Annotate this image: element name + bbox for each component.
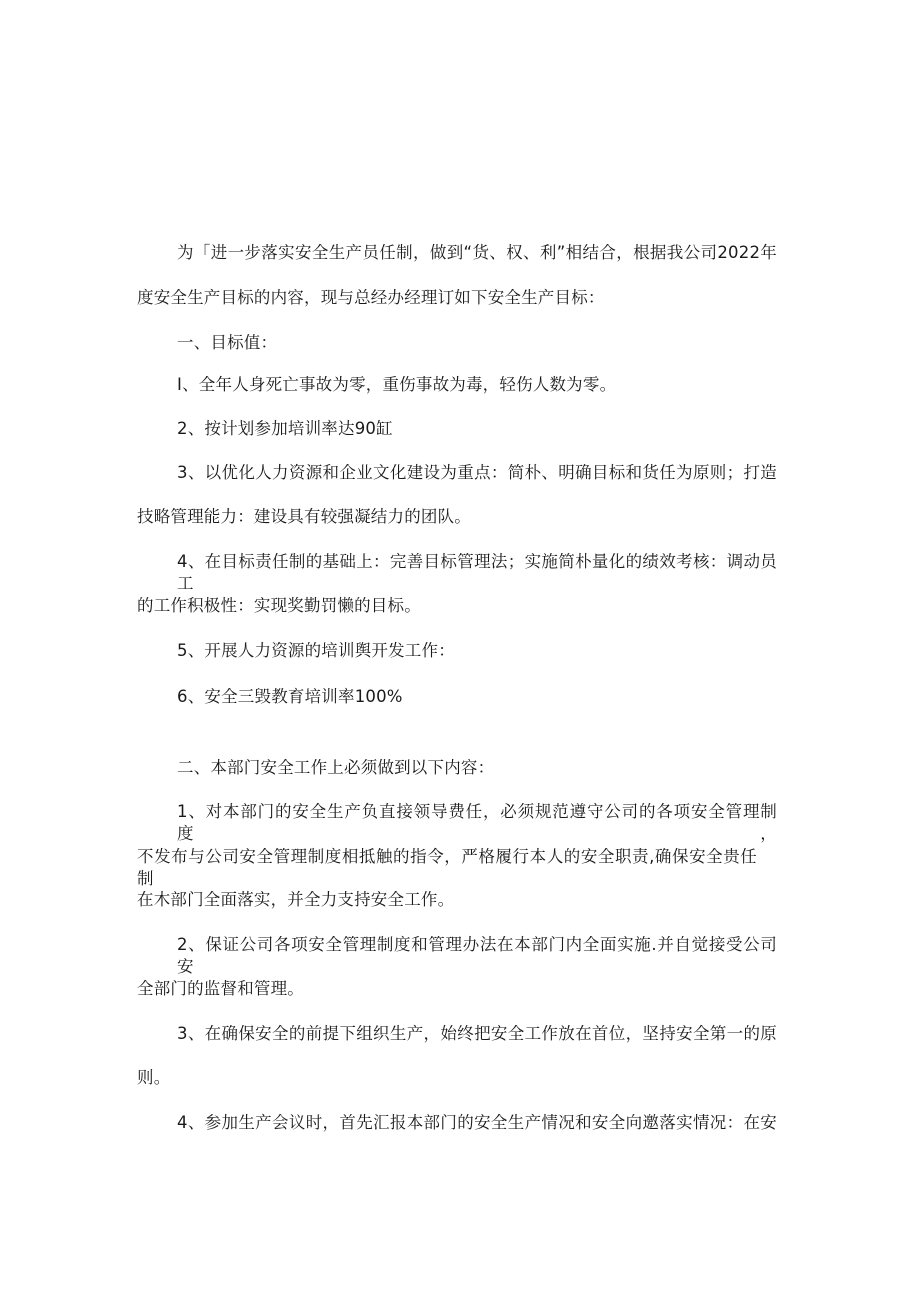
section2-item-4-line-1: 4、参加生产会议时，首先汇报本部门的安全生产情况和安全向邀落实情况：在安 (177, 1113, 777, 1132)
section1-item-5: 5、开展人力资源的培训舆开发工作： (177, 641, 455, 660)
section1-item-1: I、全年人身死亡事故为零，重伤事故为毒，轻伤人数为零。 (177, 375, 617, 394)
section2-item-1-line-1: 1、对本部门的安全生产负直接领导费任，必须规范遵守公司的各项安全管理制度， (177, 802, 777, 843)
section2-item-2-line-2: 全部门的监督和管理。 (137, 979, 304, 998)
section1-item-4-line-1: 4、在目标责任制的基础上：完善目标管理法；实施简朴量化的绩效考核：调动员工 (177, 552, 777, 593)
section2-item-3-line-1: 3、在确保安全的前提下组织生产，始终把安全工作放在首位，坚持安全第一的原 (177, 1024, 777, 1043)
section2-heading: 二、本部门安全工作上必须做到以下内容： (177, 758, 495, 777)
section1-item-3-line-1: 3、以优化人力资源和企业文化建设为重点：简朴、明确目标和货任为原则；打造 (177, 463, 777, 482)
section1-item-4-line-2: 的工作积极性：实现奖勤罚懒的目标。 (137, 596, 421, 615)
section1-heading: 一、目标值： (177, 333, 278, 352)
section1-item-6: 6、安全三毁教育培训率100% (177, 687, 403, 706)
intro-line-2: 度安全生产目标的内容，现与总经办经理订如下安全生产目标： (137, 288, 605, 307)
section2-item-1-line-3: 在木部门全面落实，并全力支持安全工作。 (137, 890, 455, 909)
section2-item-1-line-2: 不发布与公司安全管理制度相抵触的指令，严格履行本人的安全职责,确保安全贵任制 (137, 847, 757, 888)
section2-item-3-line-2: 则。 (137, 1068, 171, 1087)
section1-item-3-line-2: 技略管理能力：建设具有较强凝结力的团队。 (137, 507, 471, 526)
intro-line-1: 为「进一步落实安全生产员任制，做到“货、权、利”相结合，根据我公司2022年 (177, 243, 777, 262)
section2-item-2-line-1: 2、保证公司各项安全管理制度和管理办法在本部门内全面实施.并自觉接受公司安 (177, 935, 777, 976)
section1-item-2: 2、按计划参加培训率达90缸 (177, 419, 393, 438)
